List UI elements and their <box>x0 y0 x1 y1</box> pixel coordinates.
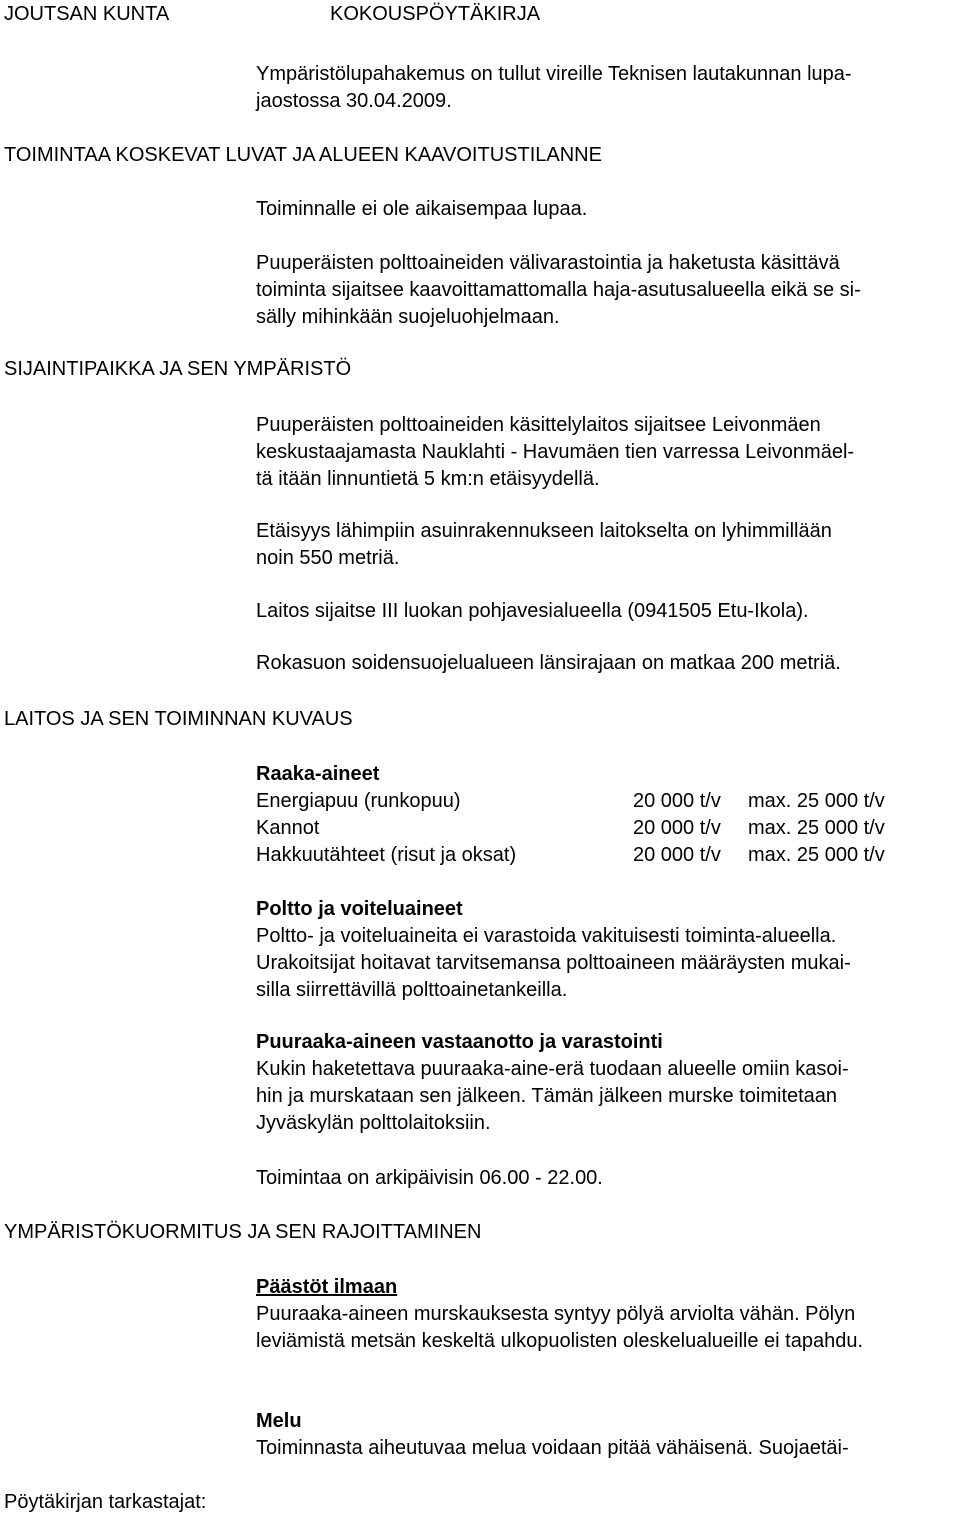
reviewers-label: Pöytäkirjan tarkastajat: <box>4 1491 207 1513</box>
subheading-raw-materials: Raaka-aineet <box>256 763 380 785</box>
subheading-receipt: Puuraaka-aineen vastaanotto ja varastointi <box>256 1031 663 1053</box>
paragraph: Laitos sijaitse III luokan pohjavesialueella (0941505 Etu-Ikola). <box>256 600 809 622</box>
paragraph-line: Puuraaka-aineen murskauksesta syntyy pölyä arviolta vähän. Pölyn <box>256 1303 856 1325</box>
section-heading-facility: LAITOS JA SEN TOIMINNAN KUVAUS <box>4 708 353 730</box>
material-name: Kannot <box>256 817 320 839</box>
paragraph-line: Jyväskylän polttolaitoksiin. <box>256 1112 491 1134</box>
paragraph-line: Etäisyys lähimpiin asuinrakennukseen laitokselta on lyhimmillään <box>256 520 832 542</box>
paragraph: Toiminnalle ei ole aikaisempaa lupaa. <box>256 198 588 220</box>
paragraph-line: leviämistä metsän keskeltä ulkopuolisten oleskelualueille ei tapahdu. <box>256 1330 864 1352</box>
paragraph-line: Kukin haketettava puuraaka-aine-erä tuodaan alueelle omiin kasoi- <box>256 1058 849 1080</box>
paragraph-line: Puuperäisten polttoaineiden käsittelylaitos sijaitsee Leivonmäen <box>256 414 821 436</box>
paragraph-line: Puuperäisten polttoaineiden välivarastointia ja haketusta käsittävä <box>256 252 840 274</box>
section-heading-permits: TOIMINTAA KOSKEVAT LUVAT JA ALUEEN KAAVOITUSTILANNE <box>4 144 602 166</box>
subheading-noise: Melu <box>256 1410 302 1432</box>
material-amount: 20 000 t/v <box>633 844 721 866</box>
operating-hours: Toimintaa on arkipäivisin 06.00 - 22.00. <box>256 1167 603 1189</box>
document-type: KOKOUSPÖYTÄKIRJA <box>330 3 541 25</box>
paragraph-line: silla siirrettävillä polttoainetankeilla. <box>256 979 568 1001</box>
material-max: max. 25 000 t/v <box>748 790 885 812</box>
section-heading-environment: YMPÄRISTÖKUORMITUS JA SEN RAJOITTAMINEN <box>4 1221 482 1243</box>
subheading-air-emissions: Päästöt ilmaan <box>256 1276 398 1298</box>
material-name: Energiapuu (runkopuu) <box>256 790 461 812</box>
paragraph-line: noin 550 metriä. <box>256 547 400 569</box>
material-amount: 20 000 t/v <box>633 790 721 812</box>
paragraph: Rokasuon soidensuojelualueen länsirajaan on matkaa 200 metriä. <box>256 652 841 674</box>
paragraph-line: toiminta sijaitsee kaavoittamattomalla haja-asutusalueella eikä se si- <box>256 279 861 301</box>
material-max: max. 25 000 t/v <box>748 817 885 839</box>
material-max: max. 25 000 t/v <box>748 844 885 866</box>
section-heading-location: SIJAINTIPAIKKA JA SEN YMPÄRISTÖ <box>4 358 352 380</box>
intro-line: jaostossa 30.04.2009. <box>256 90 452 112</box>
paragraph-line: hin ja murskataan sen jälkeen. Tämän jälkeen murske toimitetaan <box>256 1085 838 1107</box>
paragraph-line: Toiminnasta aiheutuvaa melua voidaan pitää vähäisenä. Suojaetäi- <box>256 1437 849 1459</box>
material-name: Hakkuutähteet (risut ja oksat) <box>256 844 517 866</box>
paragraph-line: keskustaajamasta Nauklahti - Havumäen tien varressa Leivonmäel- <box>256 441 855 463</box>
paragraph-line: sälly mihinkään suojeluohjelmaan. <box>256 306 560 328</box>
intro-line: Ympäristölupahakemus on tullut vireille Teknisen lautakunnan lupa- <box>256 63 852 85</box>
paragraph-line: tä itään linnuntietä 5 km:n etäisyydellä. <box>256 468 600 490</box>
paragraph-line: Urakoitsijat hoitavat tarvitsemansa polttoaineen määräysten mukai- <box>256 952 851 974</box>
paragraph-line: Poltto- ja voiteluaineita ei varastoida vakituisesti toiminta-alueella. <box>256 925 837 947</box>
subheading-fuels: Poltto ja voiteluaineet <box>256 898 463 920</box>
material-amount: 20 000 t/v <box>633 817 721 839</box>
municipality-name: JOUTSAN KUNTA <box>4 3 170 25</box>
